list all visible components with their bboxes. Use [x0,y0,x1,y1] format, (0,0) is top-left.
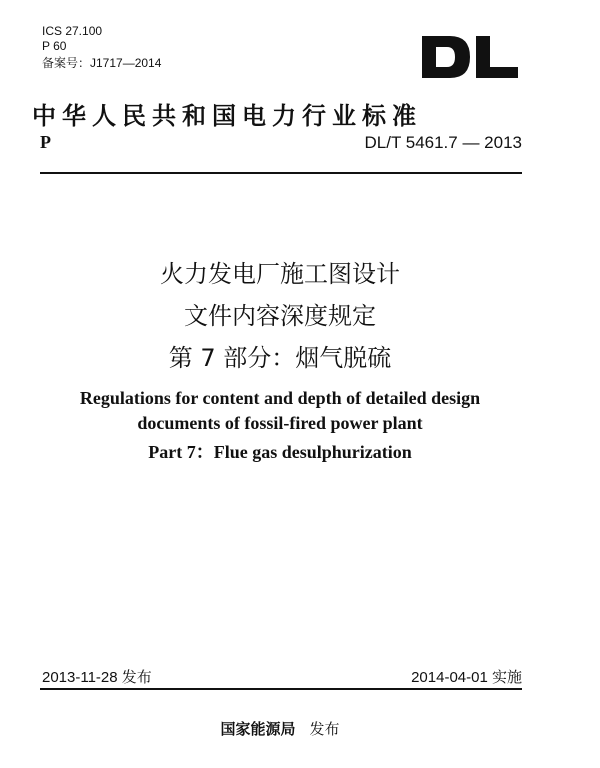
standard-number: DL/T 5461.7 — 2013 [364,133,522,152]
dl-logo [420,34,520,80]
standard-title: 中华人民共和国电力行业标准 [32,101,422,130]
issuer-line [0,718,560,739]
title-en-line2: documents of fossil-fired power plant [137,413,423,433]
ics-code: ICS 27.100 [42,24,103,38]
ccs-code: P 60 [42,39,67,53]
top-divider [40,172,522,174]
title-cn-line1: 火力发电厂施工图设计 [160,260,400,288]
bottom-divider [40,688,522,690]
filing-number: 备案号：J1717—2014 [42,56,162,70]
standard-category: P [40,132,51,152]
title-en-line1: Regulations for content and depth of detailed design [79,388,481,408]
issuer-organization: 国家能源局 [220,720,296,738]
issue-date: 2013-11-28 发布 [42,669,152,686]
implementation-date: 2014-04-01 实施 [411,669,522,686]
issuer-action: 发布 [309,720,340,738]
title-cn-line2: 文件内容深度规定 [184,302,376,330]
title-en-line3: Part 7：Flue gas desulphurization [148,442,412,462]
title-cn-line3: 第 7 部分：烟气脱硫 [168,344,392,372]
